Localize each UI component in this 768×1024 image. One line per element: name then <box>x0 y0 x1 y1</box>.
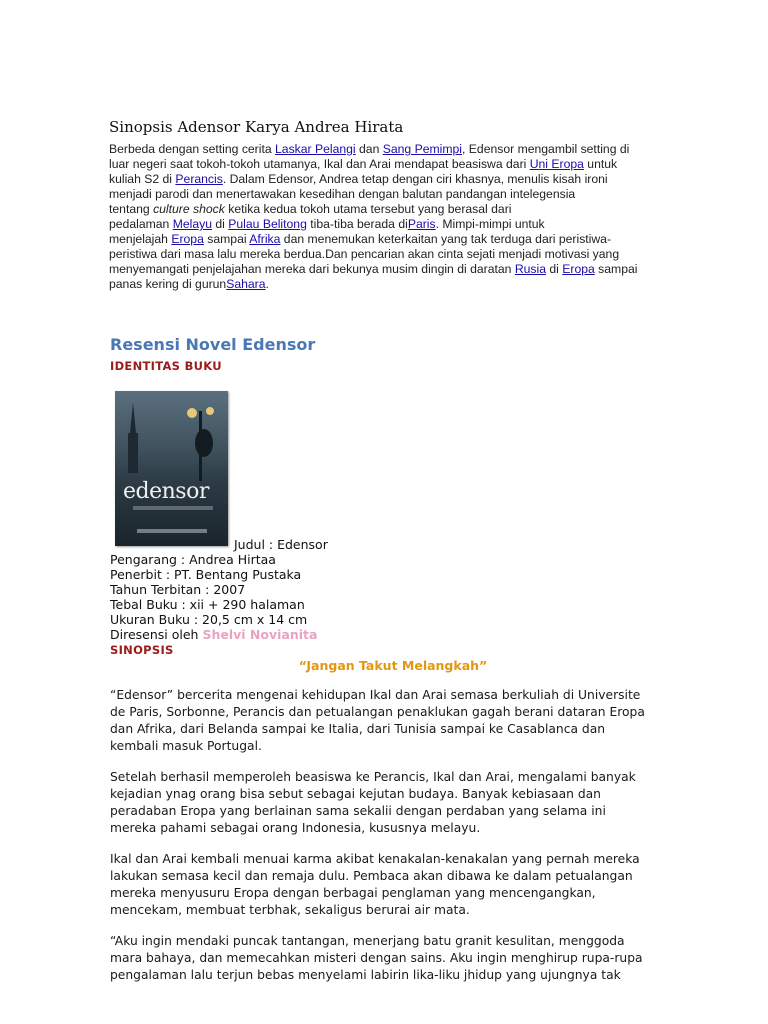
synopsis-text: dan <box>355 142 383 156</box>
link-rusia[interactable]: Rusia <box>514 262 546 276</box>
paragraph-line: Ikal dan Arai kembali menuai karma akibat kenakalan-kenakalan yang pernah mereka <box>110 852 640 866</box>
sinopsis-heading: SINOPSIS <box>110 643 174 657</box>
book-identity-heading: IDENTITAS BUKU <box>110 359 222 373</box>
synopsis-text: , Edensor mengambil setting di <box>462 142 630 156</box>
link-melayu[interactable]: Melayu <box>172 217 212 231</box>
identity-publisher: Penerbit : PT. Bentang Pustaka <box>110 567 302 582</box>
church-spire-graphic <box>125 403 141 473</box>
paragraph-line: Setelah berhasil memperoleh beasiswa ke Perancis, Ikal dan Arai, mengalami banyak <box>110 770 636 784</box>
book-cover-title: edensor <box>123 479 209 504</box>
paragraph-line: pengalaman lalu terjun bebas menyelami labirin lika-liku jhidup yang ujungnya tak <box>110 968 621 982</box>
synopsis-line <box>109 217 679 232</box>
synopsis-text: ketika kedua tokoh utama tersebut yang berasal dari <box>224 202 512 216</box>
paragraph-line: mereka pahami sebagai orang Indonesia, kususnya melayu. <box>110 821 481 835</box>
synopsis-line <box>109 187 679 202</box>
synopsis-line <box>109 172 679 187</box>
synopsis-text: panas kering di gurun <box>109 277 227 291</box>
synopsis-text: . Mimpi-mimpi untuk <box>435 217 545 231</box>
synopsis-text: menjelajah <box>109 232 172 246</box>
link-paris[interactable]: Paris <box>407 217 436 231</box>
paragraph-line: mereka menyusuru Eropa dengan berbagai penglaman yang mencengangkan, <box>110 886 596 900</box>
synopsis-text: sampai <box>594 262 638 276</box>
synopsis-text: menjadi parodi dan menertawakan kesedihan dengan balutan pandangan intelegensia <box>109 187 576 201</box>
book-cover-author <box>137 529 207 533</box>
synopsis-text: di <box>545 262 563 276</box>
synopsis-line <box>109 247 679 262</box>
emphasis-text: culture shock <box>153 202 225 216</box>
link-afrika[interactable]: Afrika <box>249 232 281 246</box>
synopsis-line <box>109 157 679 172</box>
identity-pages: Tebal Buku : xii + 290 halaman <box>110 597 305 612</box>
synopsis-line <box>109 202 679 217</box>
link-sahara[interactable]: Sahara <box>226 277 266 291</box>
synopsis-text: Berbeda dengan setting cerita <box>109 142 276 156</box>
link-eropa[interactable]: Eropa <box>171 232 204 246</box>
paragraph-line: “Edensor” bercerita mengenai kehidupan Ikal dan Arai semasa berkuliah di Universite <box>110 688 641 702</box>
synopsis-text: di <box>212 217 229 231</box>
synopsis-text: . Dalam Edensor, Andrea tetap dengan ciri khasnya, menulis kisah ironi <box>222 172 608 186</box>
street-lamp-graphic <box>180 401 220 481</box>
synopsis-line <box>109 232 679 247</box>
review-heading: Resensi Novel Edensor <box>110 335 316 354</box>
identity-author: Pengarang : Andrea Hirtaa <box>110 552 276 567</box>
reviewer-label: Diresensi oleh <box>110 627 203 642</box>
synopsis-text: peristiwa dari masa lalu mereka berdua.Dan pencarian akan cinta sejati menjadi motivasi yang <box>109 247 620 261</box>
paragraph-line: “Aku ingin mendaki puncak tantangan, menerjang batu granit kesulitan, menggoda <box>110 934 625 948</box>
book-identity-list <box>110 537 530 642</box>
quote-heading: “Jangan Takut Melangkah” <box>298 658 488 673</box>
paragraph-line: dan Afrika, dari Belanda sampai ke Italia, dari Tunisia sampai ke Casablanca dan <box>110 722 606 736</box>
review-paragraph-2 <box>110 769 680 837</box>
paragraph-line: kejadian ynag orang bisa sebut sebagai kejutan budaya. Banyak kebiasaan dan <box>110 787 601 801</box>
paragraph-line: kembali masuk Portugal. <box>110 739 262 753</box>
review-paragraph-3 <box>110 851 680 919</box>
identity-reviewer <box>110 627 530 642</box>
identity-size: Ukuran Buku : 20,5 cm x 14 cm <box>110 612 308 627</box>
synopsis-text: tentang <box>109 202 154 216</box>
paragraph-line: lakukan semasa kecil dan remaja dulu. Pembaca akan dibawa ke dalam petualangan <box>110 869 633 883</box>
reviewer-name: Shelvi Novianita <box>202 627 318 642</box>
review-paragraph-1 <box>110 687 680 755</box>
synopsis-heading: Sinopsis Adensor Karya Andrea Hirata <box>109 118 404 136</box>
synopsis-text: . <box>265 277 269 291</box>
identity-title: Judul : Edensor <box>234 537 328 552</box>
synopsis-line <box>109 142 679 157</box>
synopsis-text: menyemangati penjelajahan mereka dari bekunya musim dingin di daratan <box>109 262 515 276</box>
synopsis-text: kuliah S2 di <box>109 172 176 186</box>
link-perancis[interactable]: Perancis <box>175 172 223 186</box>
paragraph-line: mencekam, membuat terbhak, sekaligus berurai air mata. <box>110 903 470 917</box>
identity-year: Tahun Terbitan : 2007 <box>110 582 246 597</box>
link-eropa[interactable]: Eropa <box>562 262 595 276</box>
link-uni-eropa[interactable]: Uni Eropa <box>529 157 584 171</box>
link-laskar-pelangi[interactable]: Laskar Pelangi <box>275 142 356 156</box>
synopsis-text: tiba-tiba berada di <box>306 217 408 231</box>
paragraph-line: mara bahaya, dan memecahkan misteri dengan sains. Aku ingin menghirup rupa-rupa <box>110 951 643 965</box>
synopsis-line <box>109 277 679 292</box>
synopsis-paragraph <box>109 142 679 292</box>
paragraph-line: peradaban Eropa yang berlainan sama sekalii dengan perdaban yang selama ini <box>110 804 606 818</box>
synopsis-text: sampai <box>203 232 250 246</box>
paragraph-line: de Paris, Sorbonne, Perancis dan petualangan penaklukan gagah berani dataran Eropa <box>110 705 645 719</box>
synopsis-text: dan menemukan keterkaitan yang tak terduga dari peristiwa- <box>280 232 612 246</box>
book-cover-tagline <box>133 506 213 510</box>
link-sang-pemimpi[interactable]: Sang Pemimpi <box>382 142 463 156</box>
synopsis-text: pedalaman <box>109 217 173 231</box>
synopsis-line <box>109 262 679 277</box>
book-cover-image <box>115 391 228 546</box>
review-paragraph-4 <box>110 933 680 984</box>
synopsis-text: untuk <box>583 157 618 171</box>
link-pulau-belitong[interactable]: Pulau Belitong <box>228 217 307 231</box>
synopsis-text: luar negeri saat tokoh-tokoh utamanya, Ikal dan Arai mendapat beasiswa dari <box>109 157 530 171</box>
